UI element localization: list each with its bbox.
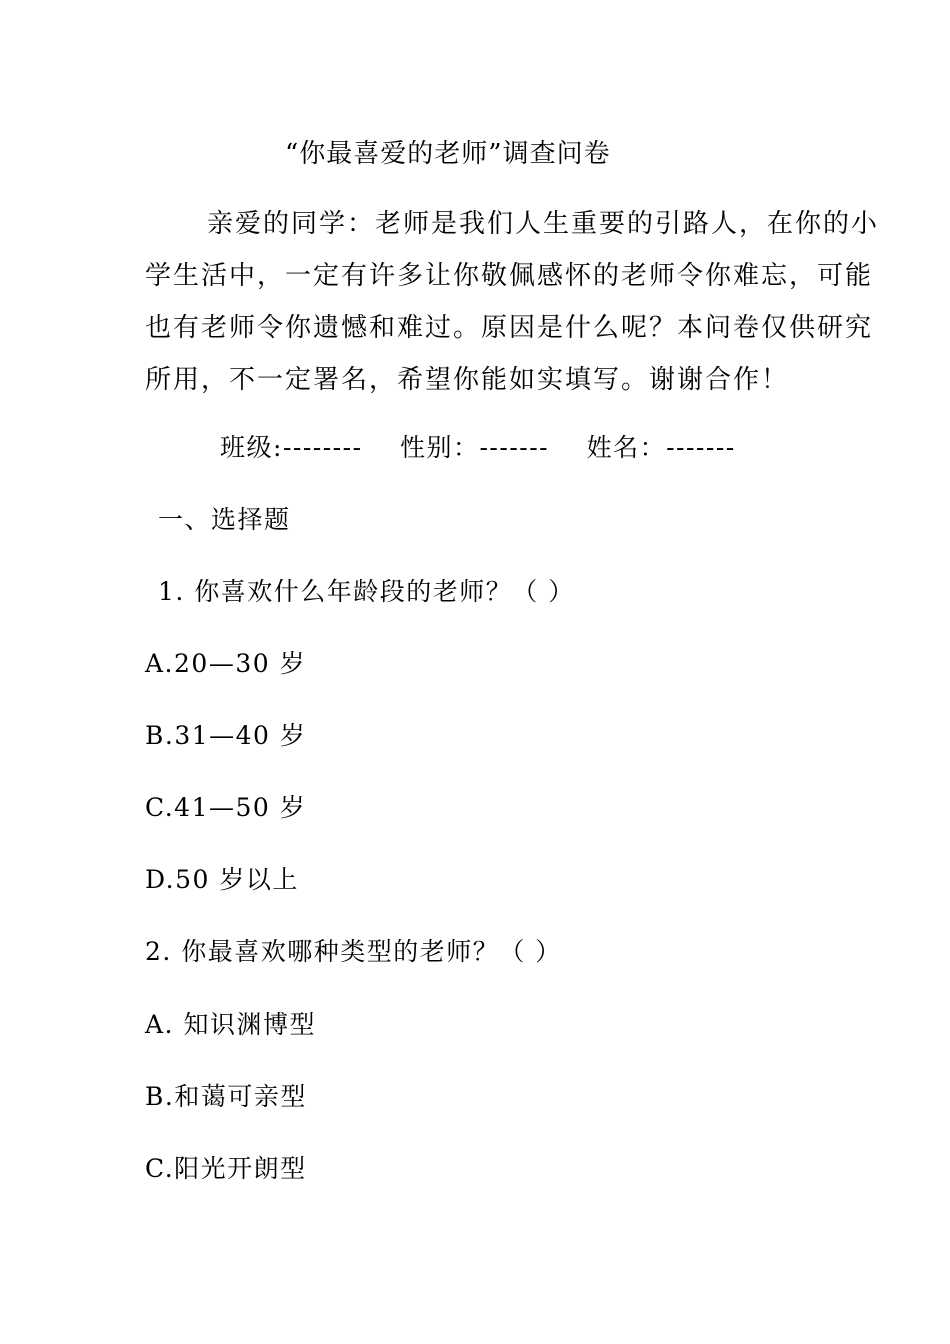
q2-option-c: C.阳光开朗型 — [145, 1154, 307, 1183]
gender-blank[interactable]: ------- — [479, 433, 550, 462]
class-label: 班级: — [220, 433, 283, 462]
page-title: “你最喜爱的老师”调查问卷 — [285, 139, 611, 169]
name-blank[interactable]: ------- — [666, 433, 736, 462]
question-2: 2. 你最喜欢哪种类型的老师？（ ） — [145, 937, 562, 966]
section-heading: 一、选择题 — [158, 505, 291, 534]
q1-option-b: B.31—40 岁 — [145, 721, 307, 750]
q2-option-a: A. 知识渊博型 — [145, 1010, 316, 1039]
gender-label: 性别： — [399, 433, 480, 462]
intro-line: 所用，不一定署名，希望你能如实填写。谢谢合作！ — [145, 365, 790, 395]
intro-line: 学生活中，一定有许多让你敬佩感怀的老师令你难忘，可能 — [145, 261, 874, 291]
name-label: 姓名： — [586, 433, 667, 462]
intro-line: 也有老师令你遗憾和难过。原因是什么呢？本问卷仅供研究 — [145, 313, 874, 343]
intro-line: 亲爱的同学：老师是我们人生重要的引路人，在你的小 — [207, 209, 880, 239]
q1-option-d: D.50 岁以上 — [145, 865, 299, 894]
q1-option-a: A.20—30 岁 — [145, 649, 307, 678]
q1-option-c: C.41—50 岁 — [145, 793, 307, 822]
question-1: 1. 你喜欢什么年龄段的老师？（ ） — [158, 577, 575, 606]
student-info-row — [220, 428, 736, 464]
class-blank[interactable]: -------- — [282, 433, 363, 462]
q2-option-b: B.和蔼可亲型 — [145, 1082, 307, 1111]
intro-paragraph — [145, 198, 879, 406]
